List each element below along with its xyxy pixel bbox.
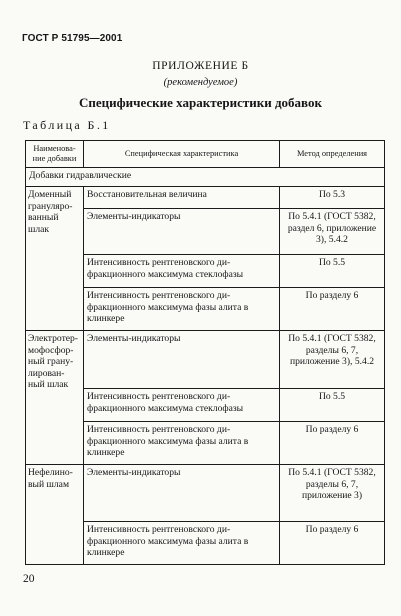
method-cell: По 5.5 xyxy=(280,389,385,422)
characteristic-cell: Восстановительная величина xyxy=(84,187,280,209)
additive-name: Доменный грануляро-ванный шлак xyxy=(26,187,84,331)
characteristic-cell: Интенсивность рентгеновского ди-фракционного максимума стеклофазы xyxy=(84,389,280,422)
method-cell: По разделу 6 xyxy=(280,522,385,565)
characteristic-cell: Элементы-индикаторы xyxy=(84,331,280,389)
page-title: Специфические характеристики добавок xyxy=(79,95,322,110)
characteristic-cell: Интенсивность рентгеновского ди-фракционного максимума фазы алита в клинкере xyxy=(84,522,280,565)
header-name: Наименова-ние добавки xyxy=(26,141,84,168)
specification-table xyxy=(25,140,385,565)
appendix-subtitle: (рекомендуемое) xyxy=(163,77,238,88)
additive-name: Нефелино-вый шлам xyxy=(26,465,84,565)
characteristic-cell: Интенсивность рентгеновского ди-фракционного максимума стеклофазы xyxy=(84,255,280,288)
document-code: ГОСТ Р 51795—2001 xyxy=(22,33,123,44)
method-cell: По 5.4.1 (ГОСТ 5382, разделы 6, 7, приложение 3) xyxy=(280,465,385,522)
method-cell: По 5.5 xyxy=(280,255,385,288)
method-cell: По 5.3 xyxy=(280,187,385,209)
additive-name: Электротер-мофосфор-ный грану-лирован-ный шлак xyxy=(26,331,84,465)
method-cell: По 5.4.1 (ГОСТ 5382, разделы 6, 7, приложение 3), 5.4.2 xyxy=(280,331,385,389)
method-cell: По 5.4.1 (ГОСТ 5382, раздел 6, приложение 3), 5.4.2 xyxy=(280,209,385,255)
method-cell: По разделу 6 xyxy=(280,288,385,331)
table-row xyxy=(26,465,385,522)
header-characteristic: Специфическая характеристика xyxy=(84,141,280,168)
appendix-title: ПРИЛОЖЕНИЕ Б xyxy=(152,60,249,72)
characteristic-cell: Элементы-индикаторы xyxy=(84,465,280,522)
table-row xyxy=(26,331,385,389)
section-heading: Добавки гидравлические xyxy=(26,168,385,187)
characteristic-cell: Интенсивность рентгеновского ди-фракционного максимума фазы алита в клинкере xyxy=(84,422,280,465)
characteristic-cell: Элементы-индикаторы xyxy=(84,209,280,255)
method-cell: По разделу 6 xyxy=(280,422,385,465)
table-row xyxy=(26,187,385,209)
page-number: 20 xyxy=(23,573,35,585)
characteristic-cell: Интенсивность рентгеновского ди-фракционного максимума фазы алита в клинкере xyxy=(84,288,280,331)
header-method: Метод определения xyxy=(280,141,385,168)
table-label: Таблица Б.1 xyxy=(23,118,111,132)
